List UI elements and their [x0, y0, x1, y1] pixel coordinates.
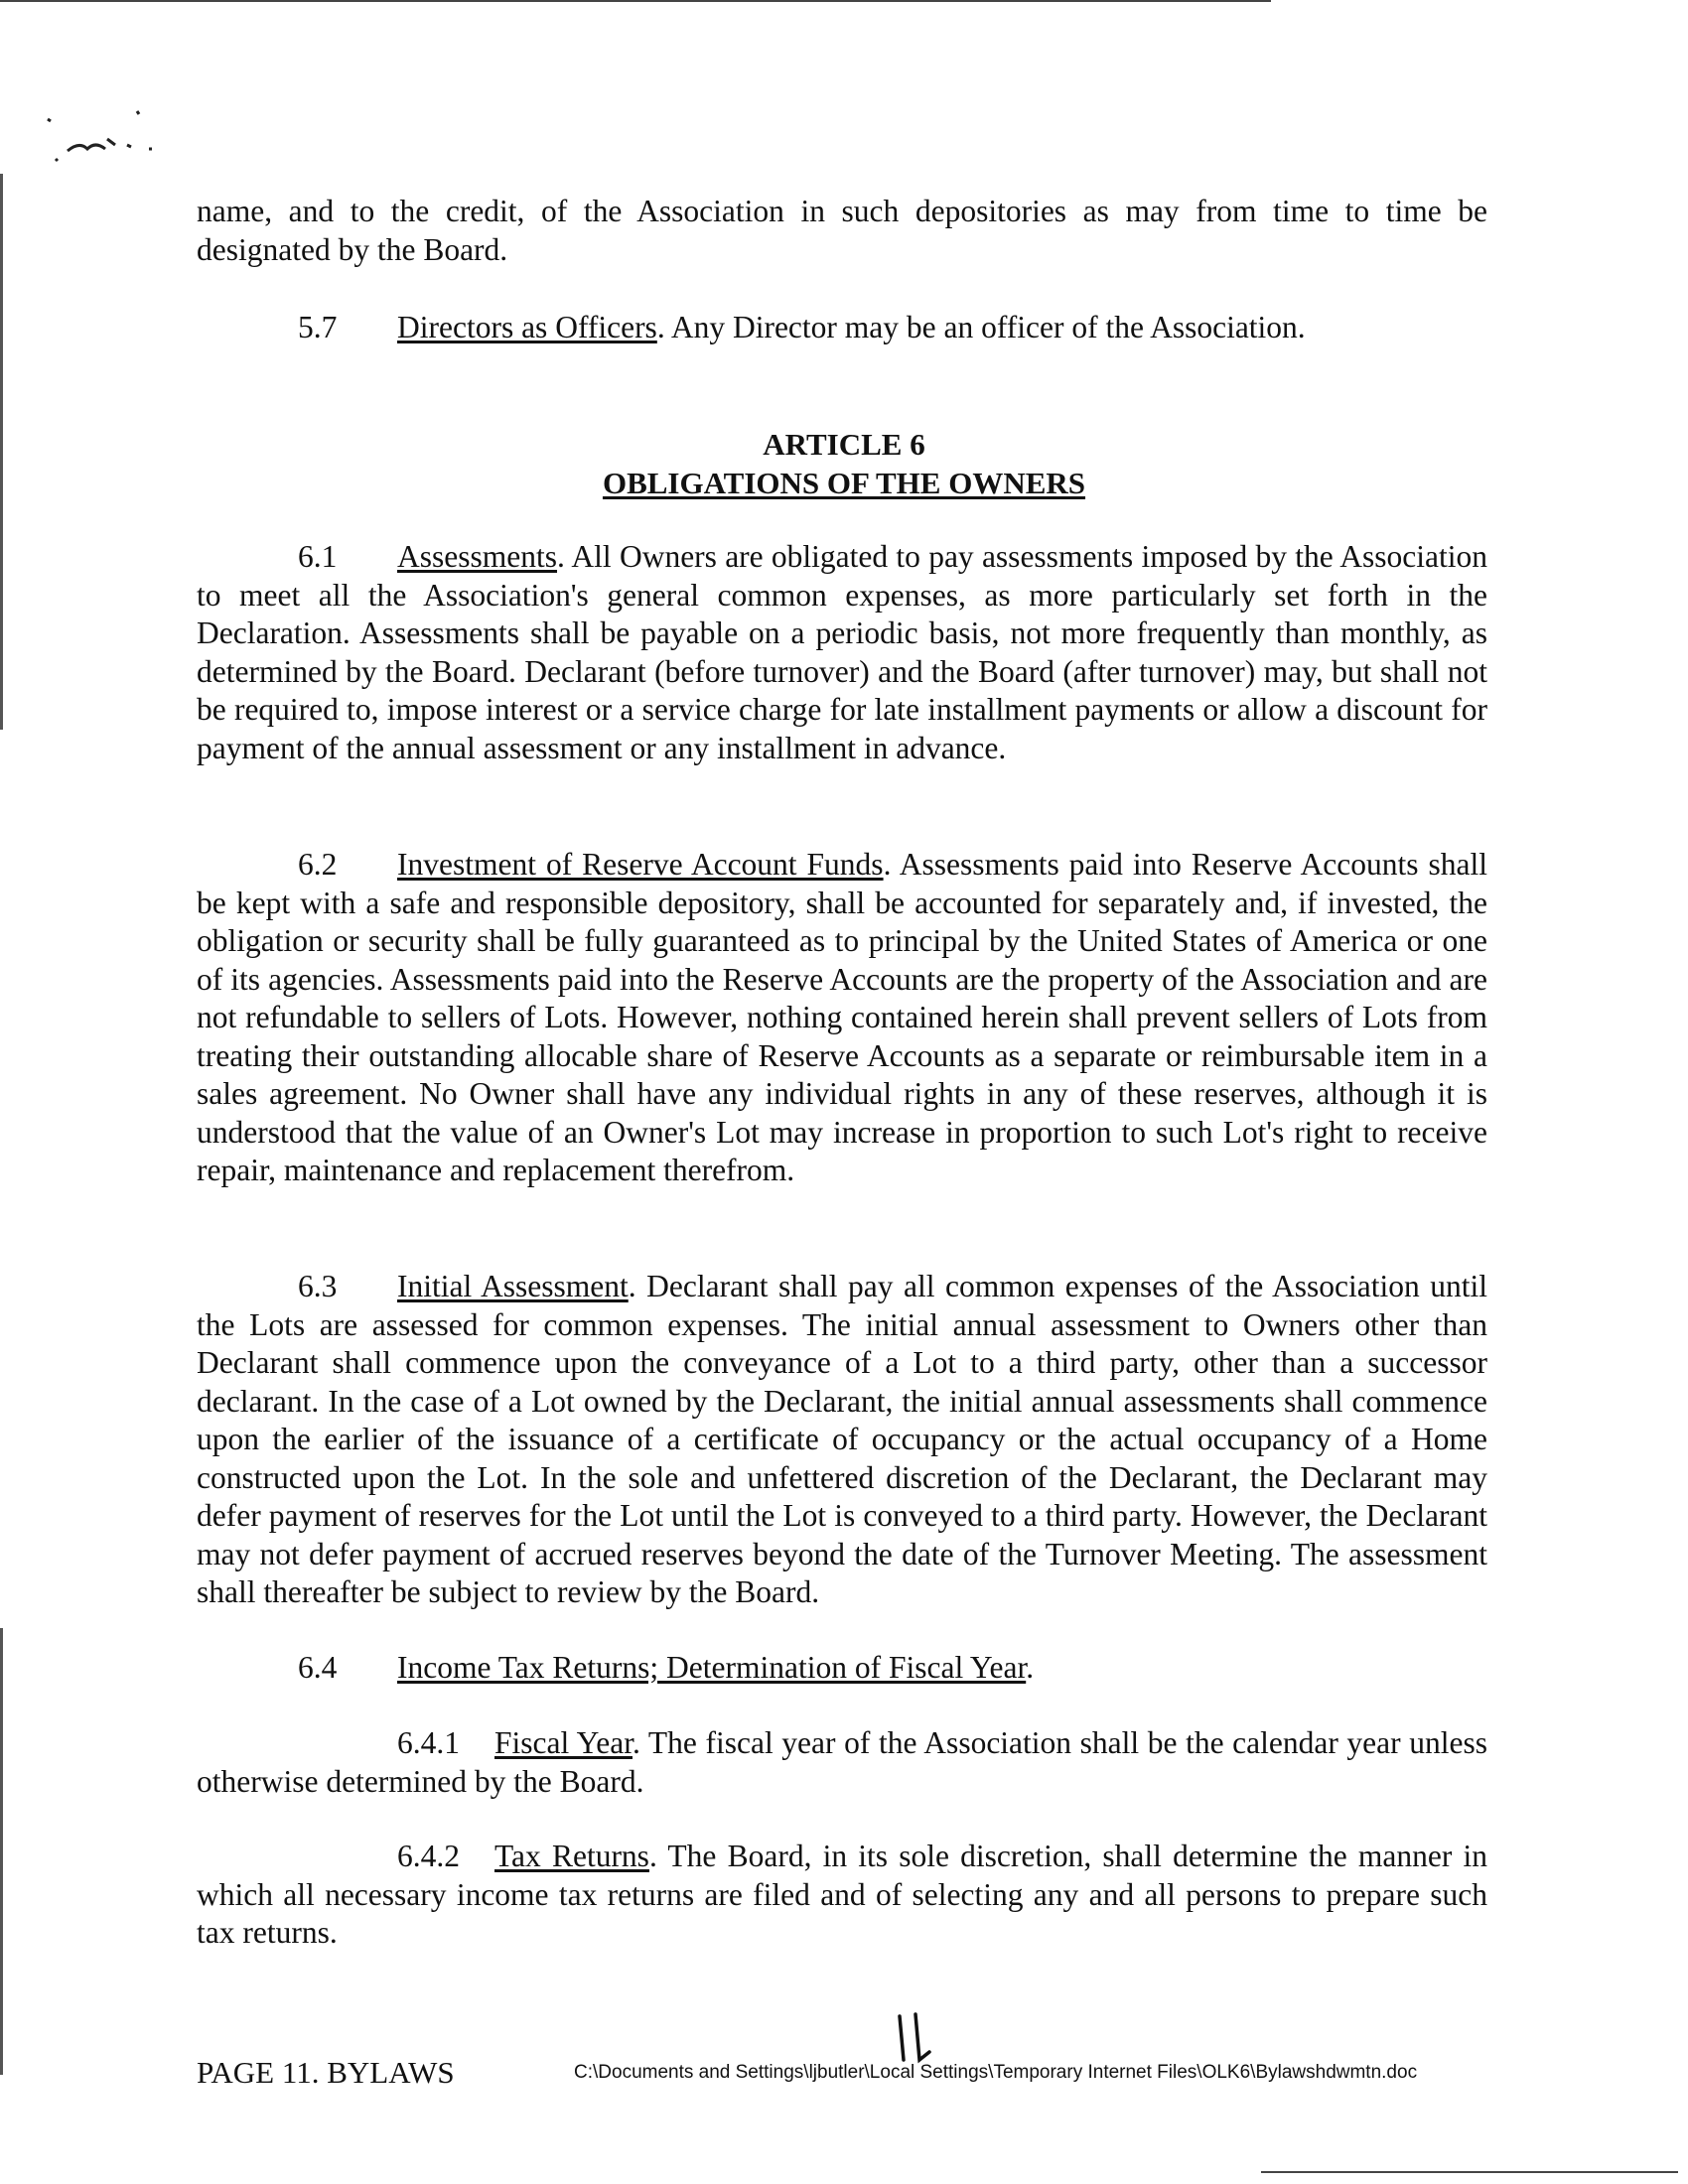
continuation-line-2: designated by the Board.: [197, 231, 508, 267]
section-body: . All Owners are obligated to pay assessments imposed by the Association to meet all the Association's general common expenses, as more particularly set forth in the Declaration. Assessments shall be payable on a periodic basis, not more frequently than monthly, as determined by the Board. Declarant (before turnover) and the Board (after turnover) may, but shall not be required to, impose interest or a service charge for late installment payments or allow a discount for payment of the annual assessment or any installment in advance.: [197, 539, 1487, 765]
scan-artifact-marks: [38, 109, 197, 169]
handwritten-page-number: [886, 2010, 945, 2070]
section-6-2: [197, 846, 1487, 1190]
section-number: 5.7: [298, 310, 338, 344]
scan-edge-left-lower: [0, 1628, 3, 2075]
continuation-line-1: name, and to the credit, of the Association in such depositories as may from time to time be: [197, 194, 1487, 228]
section-body: . The Board, in its sole discretion, shall determine the manner in which all necessary income tax returns are filed and of selecting any and all persons to prepare such tax returns.: [197, 1839, 1488, 1950]
article-title: [0, 464, 1688, 502]
footer-page-label: PAGE 11. BYLAWS: [197, 2055, 455, 2090]
footer-file-path: C:\Documents and Settings\ljbutler\Local Settings\Temporary Internet Files\OLK6\Bylawshdwmtn.doc: [574, 2062, 1418, 2083]
continuation-paragraph: [197, 193, 1487, 269]
section-6-3: [197, 1268, 1487, 1612]
section-5-7: [197, 309, 1487, 347]
section-title: Initial Assessment: [397, 1269, 629, 1303]
section-number: 6.3: [298, 1269, 338, 1303]
section-title: Directors as Officers: [397, 310, 657, 344]
section-title: Fiscal Year: [494, 1725, 633, 1760]
scan-edge-bottom: [1261, 2171, 1678, 2173]
section-number: 6.1: [298, 539, 338, 574]
section-body: . Declarant shall pay all common expenses of the Association until the Lots are assessed for common expenses. The initial annual assessment to Owners other than Declarant shall commence upon the conveyance of a Lot to a third party, other than a successor declarant. In the case of a Lot owned by the Declarant, the initial annual assessments shall commence upon the earlier of the issuance of a certificate of occupancy or the actual occupancy of a Home constructed upon the Lot. In the sole and unfettered discretion of the Declarant, the Declarant may defer payment of reserves for the Lot until the Lot is conveyed to a third party. However, the Declarant may not defer payment of accrued reserves beyond the date of the Turnover Meeting. The assessment shall thereafter be subject to review by the Board.: [197, 1269, 1487, 1609]
section-body: . Assessments paid into Reserve Accounts shall be kept with a safe and responsible depository, shall be accounted for separately and, if invested, the obligation or security shall be fully guaranteed as to principal by the United States of America or one of its agencies. Assessments paid into the Reserve Accounts are the property of the Association and are not refundable to sellers of Lots. However, nothing contained herein shall prevent sellers of Lots from treating their outstanding allocable share of Reserve Accounts as a separate or reimbursable item in a sales agreement. No Owner shall have any individual rights in any of these reserves, although it is understood that the value of an Owner's Lot may increase in proportion to such Lot's right to receive repair, maintenance and replacement therefrom.: [197, 847, 1487, 1187]
section-number: 6.4: [298, 1650, 338, 1685]
section-number: 6.2: [298, 847, 338, 882]
section-title: Tax Returns: [494, 1839, 649, 1873]
section-6-4: [197, 1649, 1487, 1688]
section-6-4-1: [197, 1724, 1487, 1801]
scan-edge-top: [0, 0, 1271, 2]
section-title: Investment of Reserve Account Funds: [397, 847, 884, 882]
section-6-1: [197, 538, 1487, 767]
section-number: 6.4.2: [397, 1839, 460, 1873]
section-6-4-2: [197, 1838, 1487, 1953]
section-body: . Any Director may be an officer of the Association.: [656, 310, 1306, 344]
section-title: Assessments: [397, 539, 558, 574]
section-title: Income Tax Returns; Determination of Fiscal Year: [397, 1650, 1027, 1685]
section-end: .: [1026, 1650, 1035, 1685]
section-body: . The fiscal year of the Association shall be the calendar year unless otherwise determined by the Board.: [197, 1725, 1487, 1799]
section-number: 6.4.1: [397, 1725, 460, 1760]
article-title-text: OBLIGATIONS OF THE OWNERS: [602, 466, 1086, 500]
article-label: ARTICLE 6: [763, 427, 925, 462]
